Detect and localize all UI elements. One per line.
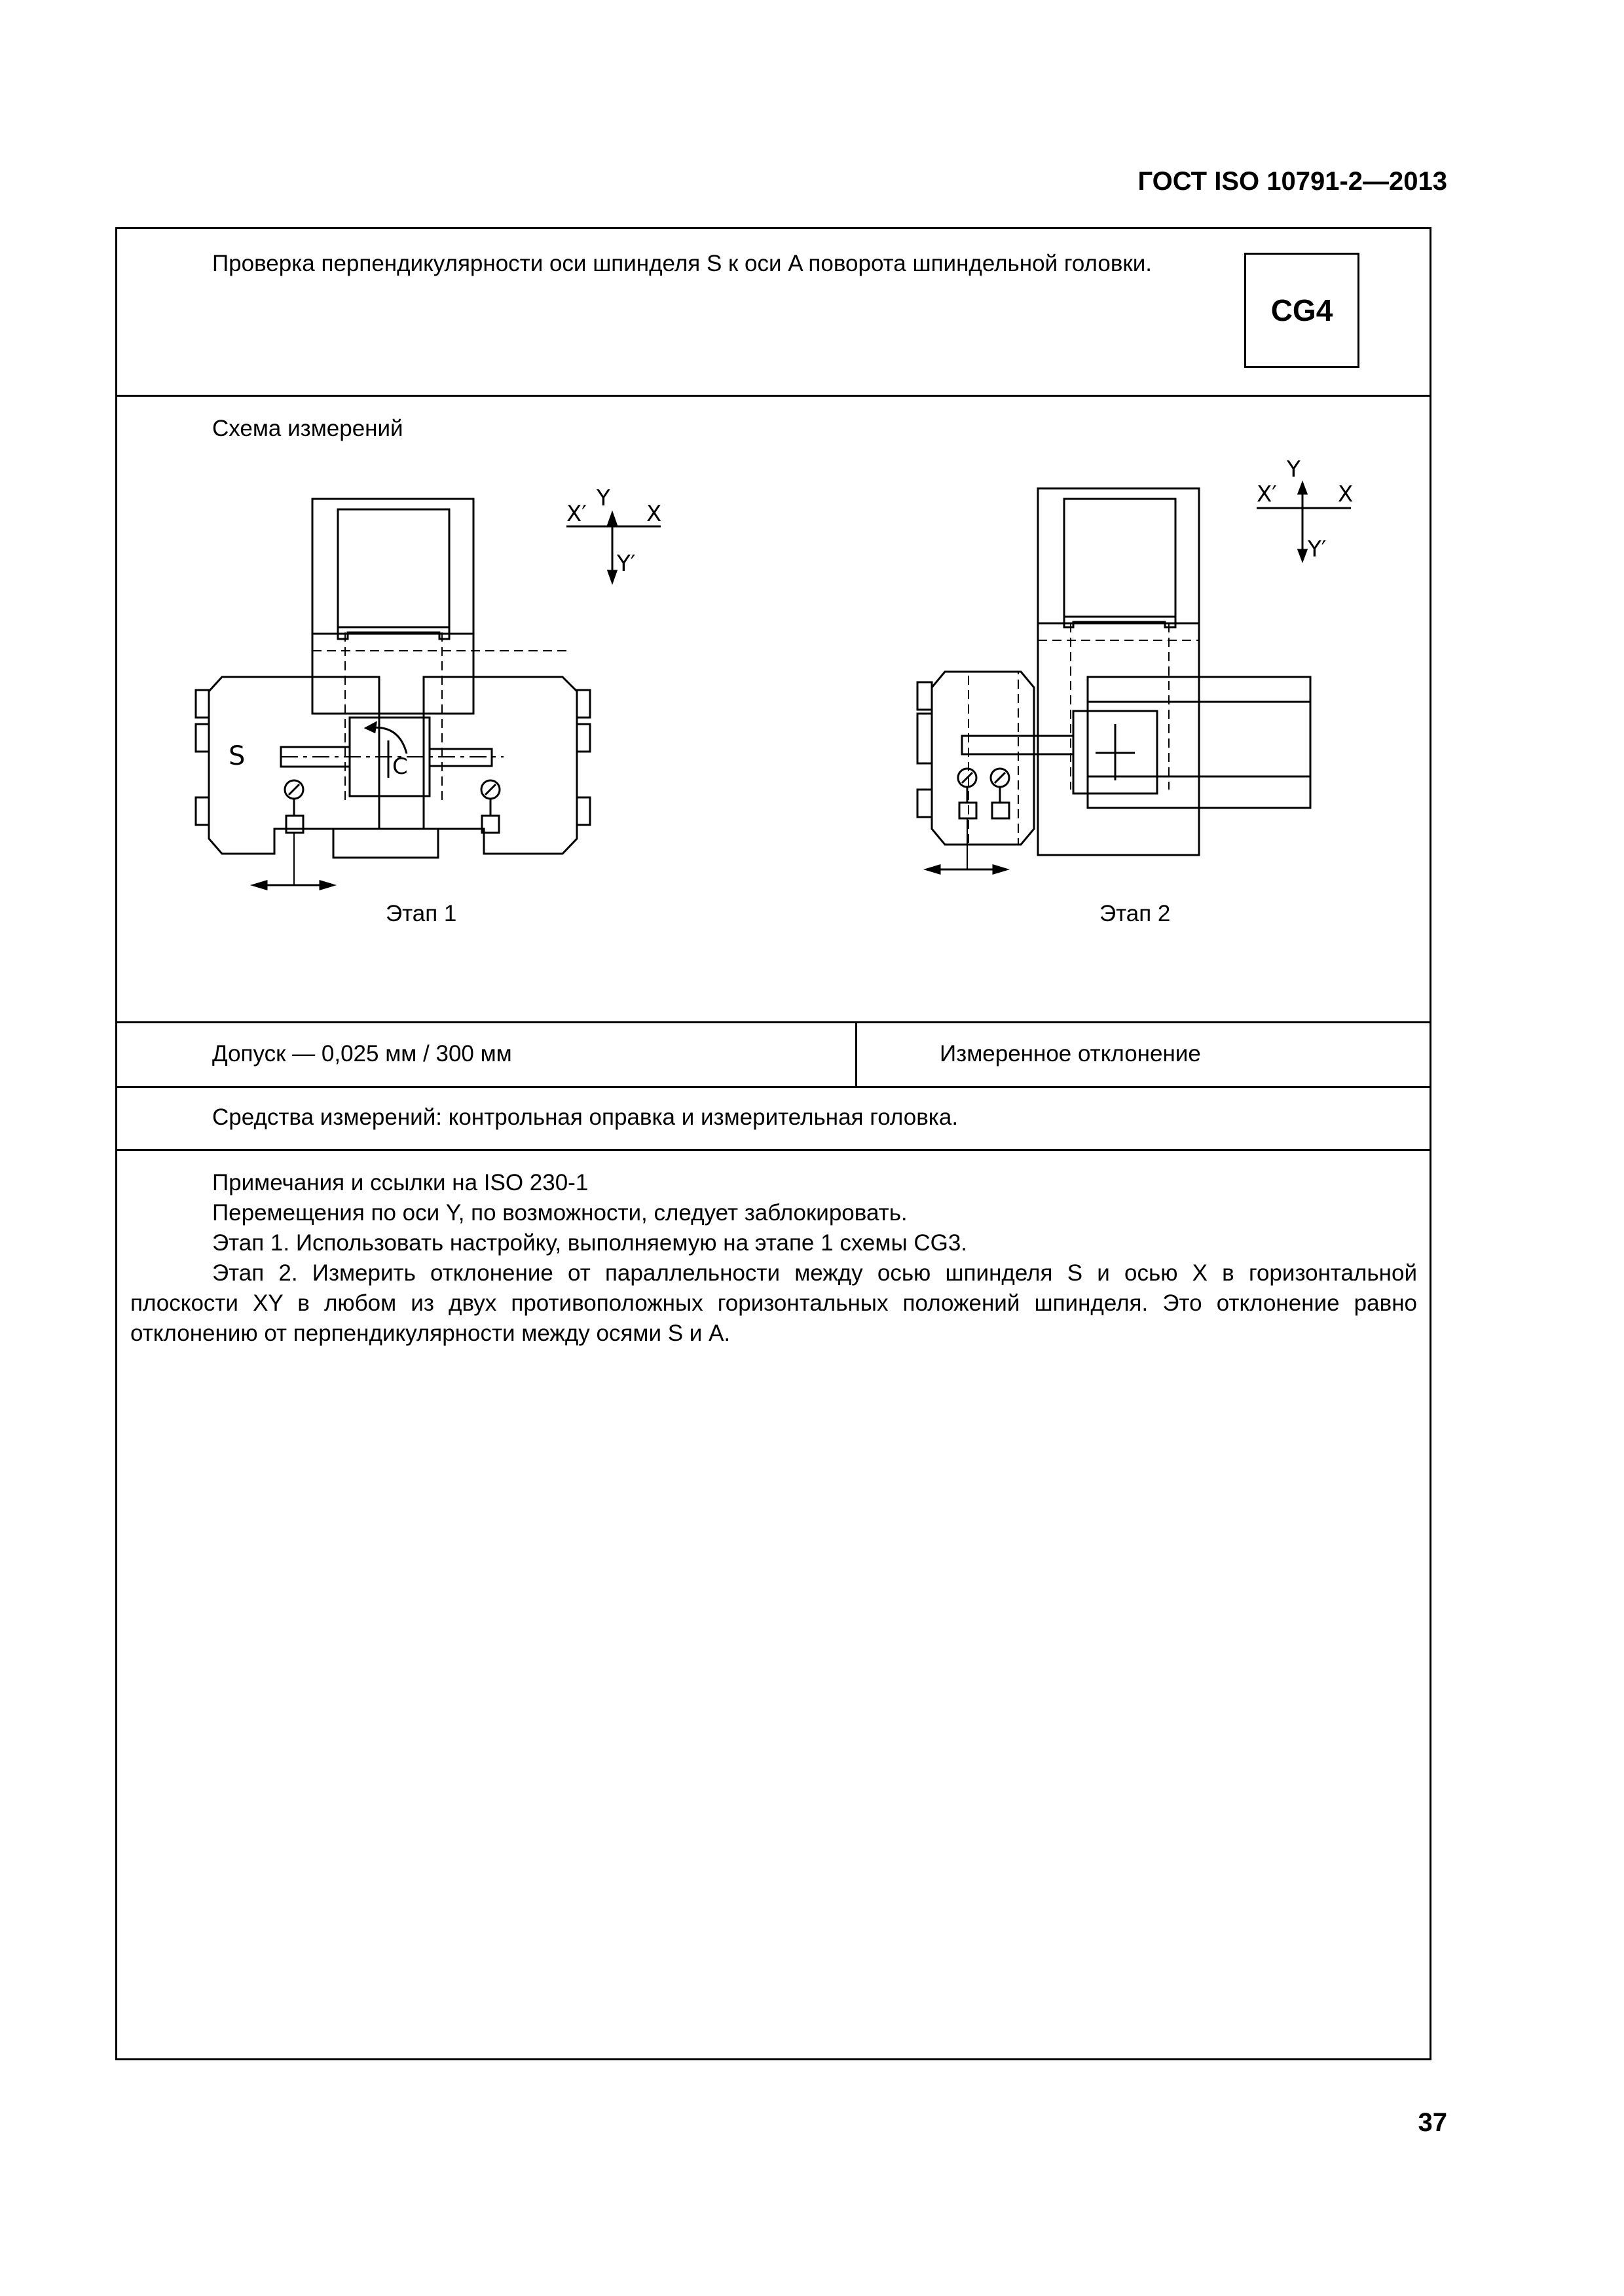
scheme-row — [117, 397, 1430, 1023]
notes-block — [130, 1168, 1417, 1349]
check-code: CG4 — [1270, 293, 1333, 327]
title-row — [117, 229, 1430, 397]
column-divider — [855, 1023, 857, 1086]
axis-x-neg-label: X′ — [566, 501, 587, 527]
stage2-drawing — [917, 456, 1353, 873]
axis-y-neg-label-2: Y′ — [1308, 536, 1327, 562]
notes-line: Перемещения по оси Y, по возможности, следует заблокировать. — [212, 1200, 908, 1226]
instruments-row — [117, 1088, 1430, 1151]
axis-x-label-2: X — [1338, 481, 1354, 507]
axis-y-neg-label: Y′ — [617, 551, 636, 577]
check-card — [115, 227, 1431, 2060]
notes-row — [117, 1151, 1430, 2058]
scheme-label: Схема измерений — [212, 416, 403, 441]
axis-y-label: Y — [597, 485, 610, 511]
axis-x-neg-label-2: X′ — [1257, 481, 1278, 507]
notes-line: Этап 2. Измерить отклонение от параллельности между осью шпинделя S и осью X в горизонтальной плоскости XY в любом из двух противоположных горизонтальных положений шпинделя. Это отклонение равно отклонению от перпендикулярности между осями S и A. — [130, 1260, 1417, 1346]
tolerance-text: Допуск — 0,025 мм / 300 мм — [212, 1041, 512, 1066]
notes-line: Этап 1. Использовать настройку, выполняемую на этапе 1 схемы CG3. — [212, 1230, 968, 1256]
measured-deviation-label: Измеренное отклонение — [940, 1041, 1201, 1066]
notes-title: Примечания и ссылки на ISO 230-1 — [212, 1170, 589, 1195]
axis-x-label: X — [646, 501, 662, 527]
document-header: ГОСТ ISO 10791-2—2013 — [1137, 167, 1447, 196]
stage1-label: Этап 1 — [386, 901, 457, 926]
check-title: Проверка перпендикулярности оси шпинделя S к оси A поворота шпиндельной головки. — [212, 251, 1153, 276]
center-label: C — [392, 754, 408, 780]
check-code-box — [1244, 253, 1359, 368]
stage1-drawing — [196, 485, 661, 889]
spindle-label: S — [229, 741, 246, 771]
instruments-text: Средства измерений: контрольная оправка и измерительная головка. — [212, 1104, 959, 1130]
stage2-label: Этап 2 — [1099, 901, 1171, 926]
axis-y-label-2: Y — [1287, 456, 1301, 483]
tolerance-row — [117, 1023, 1430, 1088]
measurement-scheme-diagram — [117, 397, 1430, 1019]
page-number: 37 — [1418, 2108, 1447, 2137]
